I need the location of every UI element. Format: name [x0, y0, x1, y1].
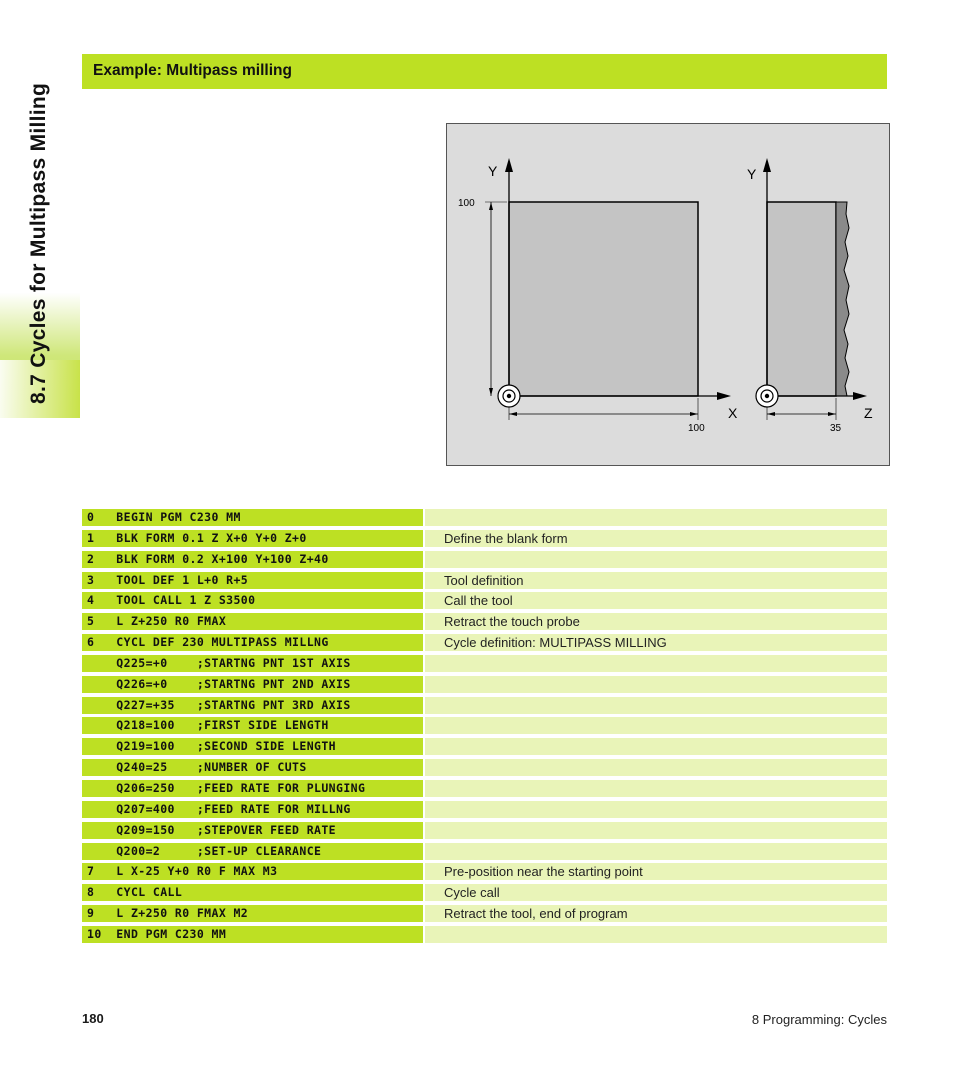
program-comment: [425, 717, 887, 734]
program-row: [82, 863, 887, 880]
front-y-label: Y: [488, 163, 498, 179]
side-z-dim: 35: [830, 423, 842, 434]
program-comment: [425, 697, 887, 714]
program-comment: Call the tool: [425, 592, 887, 609]
workpiece-side: [767, 202, 836, 396]
example-header: [82, 54, 887, 89]
side-z-label: Z: [864, 405, 873, 421]
program-comment: [425, 759, 887, 776]
program-comment: [425, 822, 887, 839]
page-number: 180: [82, 1011, 104, 1026]
program-comment: [425, 655, 887, 672]
program-comment: [425, 738, 887, 755]
program-code: 7 L X-25 Y+0 R0 F MAX M3: [82, 863, 423, 880]
program-row: [82, 780, 887, 797]
program-comment: [425, 780, 887, 797]
x-axis-arrow-icon: [717, 392, 731, 400]
program-code: 4 TOOL CALL 1 Z S3500: [82, 592, 423, 609]
side-y-axis-arrow-icon: [763, 158, 771, 172]
front-view: [458, 158, 738, 434]
program-row: [82, 676, 887, 693]
program-comment: Cycle call: [425, 884, 887, 901]
z-axis-arrow-icon: [853, 392, 867, 400]
program-code: 8 CYCL CALL: [82, 884, 423, 901]
workpiece-front: [509, 202, 698, 396]
program-code: 5 L Z+250 R0 FMAX: [82, 613, 423, 630]
program-comment: [425, 676, 887, 693]
program-row: [82, 530, 887, 547]
program-code: Q219=100 ;SECOND SIDE LENGTH: [82, 738, 423, 755]
y-axis-arrow-icon: [505, 158, 513, 172]
program-code: Q226=+0 ;STARTNG PNT 2ND AXIS: [82, 676, 423, 693]
side-view: [747, 158, 873, 434]
front-x-dim: 100: [688, 423, 705, 434]
program-row: [82, 613, 887, 630]
program-row: [82, 759, 887, 776]
example-title: Example: Multipass milling: [93, 62, 292, 79]
program-comment: [425, 843, 887, 860]
program-code: Q240=25 ;NUMBER OF CUTS: [82, 759, 423, 776]
program-comment: [425, 509, 887, 526]
program-comment: [425, 926, 887, 943]
program-row: [82, 572, 887, 589]
program-code: Q218=100 ;FIRST SIDE LENGTH: [82, 717, 423, 734]
program-row: [82, 697, 887, 714]
program-row: [82, 634, 887, 651]
program-row: [82, 717, 887, 734]
program-comment: [425, 551, 887, 568]
program-row: [82, 738, 887, 755]
program-comment: Retract the touch probe: [425, 613, 887, 630]
program-row: [82, 551, 887, 568]
program-code: 0 BEGIN PGM C230 MM: [82, 509, 423, 526]
program-code: 9 L Z+250 R0 FMAX M2: [82, 905, 423, 922]
program-comment: Cycle definition: MULTIPASS MILLING: [425, 634, 887, 651]
program-comment: [425, 801, 887, 818]
program-row: [82, 801, 887, 818]
side-y-label: Y: [747, 166, 757, 182]
program-row: [82, 509, 887, 526]
program-comment: Pre-position near the starting point: [425, 863, 887, 880]
program-code: Q206=250 ;FEED RATE FOR PLUNGING: [82, 780, 423, 797]
program-row: [82, 843, 887, 860]
program-comment: Tool definition: [425, 572, 887, 589]
program-row: [82, 592, 887, 609]
workpiece-figure: [446, 123, 890, 466]
program-row: [82, 884, 887, 901]
front-x-label: X: [728, 405, 738, 421]
program-row: [82, 822, 887, 839]
program-code: 3 TOOL DEF 1 L+0 R+5: [82, 572, 423, 589]
program-code: Q207=400 ;FEED RATE FOR MILLNG: [82, 801, 423, 818]
program-code: Q225=+0 ;STARTNG PNT 1ST AXIS: [82, 655, 423, 672]
nc-program-table: [82, 509, 887, 947]
program-row: [82, 926, 887, 943]
program-comment: Define the blank form: [425, 530, 887, 547]
program-code: 2 BLK FORM 0.2 X+100 Y+100 Z+40: [82, 551, 423, 568]
program-code: Q209=150 ;STEPOVER FEED RATE: [82, 822, 423, 839]
program-row: [82, 905, 887, 922]
program-code: 10 END PGM C230 MM: [82, 926, 423, 943]
chapter-footer: 8 Programming: Cycles: [751, 1012, 887, 1027]
program-code: 1 BLK FORM 0.1 Z X+0 Y+0 Z+0: [82, 530, 423, 547]
section-title-vertical: 8.7 Cycles for Multipass Milling: [27, 82, 50, 404]
program-code: Q227=+35 ;STARTNG PNT 3RD AXIS: [82, 697, 423, 714]
program-row: [82, 655, 887, 672]
program-code: 6 CYCL DEF 230 MULTIPASS MILLNG: [82, 634, 423, 651]
program-code: Q200=2 ;SET-UP CLEARANCE: [82, 843, 423, 860]
program-comment: Retract the tool, end of program: [425, 905, 887, 922]
front-y-dim: 100: [458, 198, 475, 209]
